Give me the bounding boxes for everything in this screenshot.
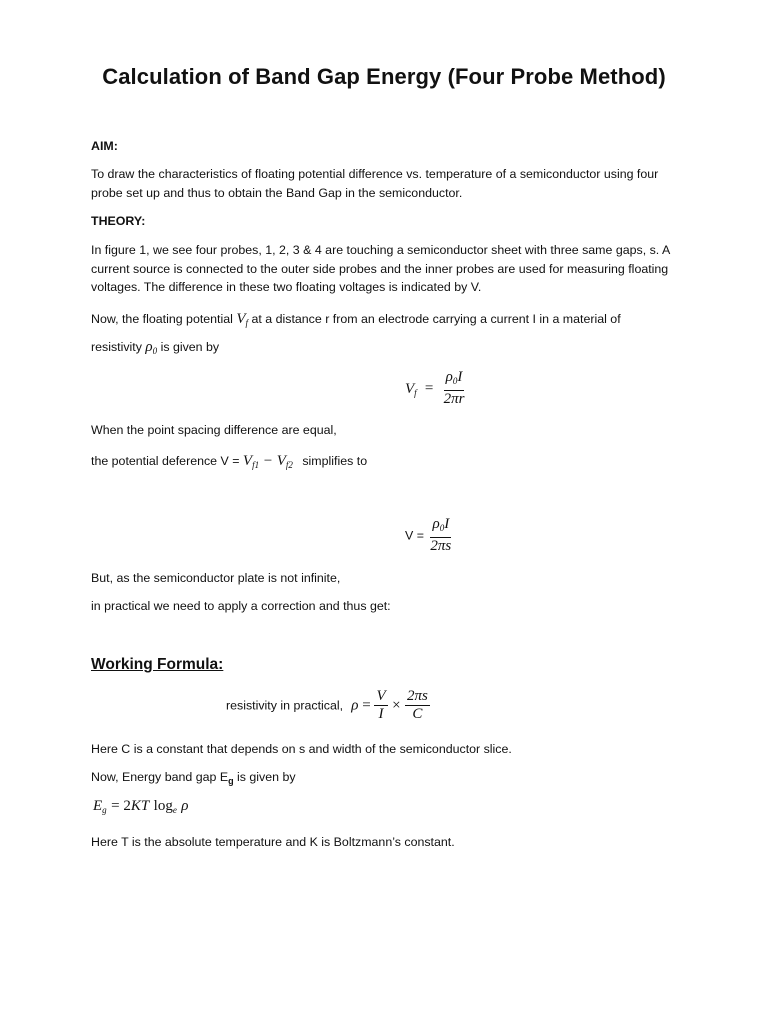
vf-symbol: $V_f$ [236,311,249,328]
page-title: Calculation of Band Gap Energy (Four Probe Method) [102,64,666,89]
correction-text: in practical we need to apply a correction and thus get: [91,599,391,613]
resistivity-sentence [91,337,681,361]
fraction: $\frac{2\pi s}{C}$ [406,688,428,722]
sentence-part: Now, the floating potential [91,312,233,326]
equation-band-gap: $E_g = 2KT$ $\log_e \rho$ [93,798,189,815]
sentence-part: simplifies to [302,454,368,468]
sentence-part: the potential deference V = [91,454,240,468]
potential-difference-sentence [91,450,681,476]
sentence-part: resistivity [91,340,142,354]
fraction: $\frac{V}{I}$ [376,688,386,722]
fraction: $\frac{\rho_0I}{2\pi s}$ [430,516,452,554]
theory-label: THEORY: [91,214,146,228]
aim-label: AIM: [91,139,118,153]
equation-vf: $V_f$ = $\frac{\rho_0I}{2\pi r}$ [405,369,465,407]
equation-resistivity: resistivity in practical, ρ = $\frac{V}{I}$ × $\frac{2\pi s}{C}$ [226,688,428,722]
energy-gap-sentence [91,768,681,791]
sentence-part: is given by [160,340,220,354]
not-infinite-text: But, as the semiconductor plate is not infinite, [91,571,341,585]
constant-c-note: Here C is a constant that depends on s and width of the semiconductor slice. [91,742,512,756]
floating-potential-sentence [91,309,681,333]
rho0-symbol: $\rho_0$ [145,339,158,356]
subscript-g: g [228,776,234,786]
working-formula-heading: Working Formula: [91,656,224,673]
aim-text: To draw the characteristics of floating potential difference vs. temperature of a semiconductor using four probe set up and thus to obtain the Band Gap in the semiconductor. [91,167,659,200]
theory-paragraph: In figure 1, we see four probes, 1, 2, 3 & 4 are touching a semiconductor sheet with three same gaps, s. A current source is connected to the outer side probes and the inner probes are used for measuring floating voltages. The difference in these two floating voltages is indicated by V. [91,243,670,294]
v-label: V = [405,528,424,543]
sentence-part: is given by [233,770,296,784]
sentence-part: Now, Energy band gap E [91,770,229,784]
equal-spacing-text: When the point spacing difference are equal, [91,423,337,437]
fraction: $\frac{\rho_0I}{2\pi r}$ [443,369,465,407]
vf1-minus-vf2: $V_{f1} - V_{f2}$ [242,453,293,470]
resistivity-label: resistivity in practical, [226,698,344,713]
sentence-part: at a distance r from an electrode carrying a current I in a material of [251,312,621,326]
final-note: Here T is the absolute temperature and K is Boltzmann’s constant. [91,835,455,849]
equation-v [405,516,453,555]
